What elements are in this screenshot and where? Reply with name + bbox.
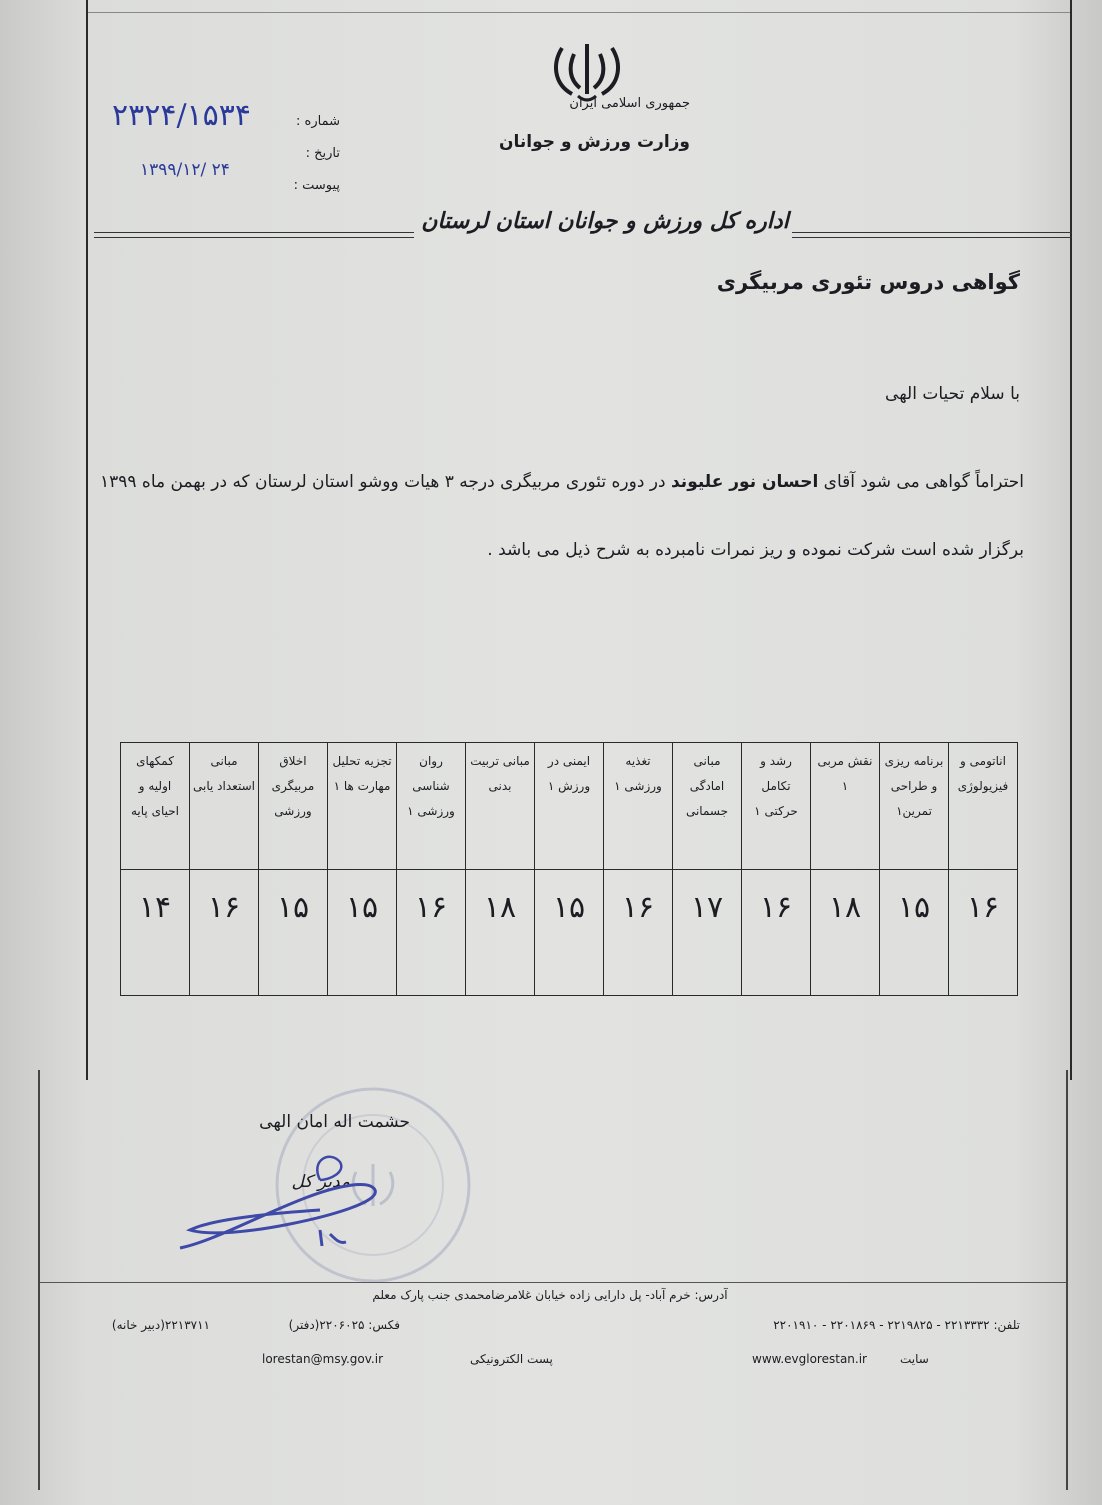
body-text-part2: در دوره تئوری مربیگری درجه ۳ هیات ووشو استان لرستان که در بهمن ماه ۱۳۹۹ برگزار شده است شرکت نموده و ریز نمرات نامبرده به شرح ذیل می باشد . (99, 472, 1024, 560)
subject-header: تغذیه ورزشی ۱ (604, 743, 673, 870)
header-rule-right (792, 232, 1072, 238)
score-cell: ۱۶ (604, 870, 673, 996)
score-cell: ۱۴ (121, 870, 190, 996)
header-rule-left (94, 232, 414, 238)
score-cell: ۱۷ (673, 870, 742, 996)
footer-divider (40, 1282, 1066, 1283)
footer-address: آدرس: خرم آباد- پل دارایی زاده خیابان غلامرضامحمدی جنب پارک معلم (372, 1288, 728, 1302)
republic-name: جمهوری اسلامی ایران (569, 96, 690, 111)
signatory-role: مدیر کل (291, 1172, 350, 1192)
iran-emblem-icon (548, 38, 626, 104)
footer-email-label: پست الکترونیکی (470, 1352, 553, 1366)
subject-header: کمکهای اولیه و احیای پایه (121, 743, 190, 870)
footer-secretariat: ۲۲۱۳۷۱۱(دبیر خانه) (111, 1318, 210, 1332)
frame-right-border (1070, 0, 1072, 1080)
subject-header: اخلاق مربیگری ورزشی (259, 743, 328, 870)
footer-site-label: سایت (900, 1352, 929, 1366)
score-cell: ۱۶ (949, 870, 1018, 996)
footer-phone: تلفن: ۲۲۱۳۳۳۲ - ۲۲۱۹۸۲۵ - ۲۲۰۱۸۶۹ - ۲۲۰۱۹۱۰ (773, 1318, 1020, 1332)
score-cell: ۱۸ (811, 870, 880, 996)
subject-header: مبانی تربیت بدنی (466, 743, 535, 870)
subject-header: مبانی امادگی جسمانی (673, 743, 742, 870)
attachment-label: پیوست : (293, 178, 340, 193)
number-label: شماره : (296, 114, 340, 129)
scores-row (121, 870, 1018, 996)
subject-header: برنامه ریزی و طراحی تمرین۱ (880, 743, 949, 870)
frame-left-border (86, 0, 88, 1080)
grades-table (120, 742, 1018, 996)
ministry-name: وزارت ورزش و جوانان (499, 132, 690, 152)
subject-header: اناتومی و فیزیولوژی (949, 743, 1018, 870)
subject-header: تجزیه تحلیل مهارت ها ۱ (328, 743, 397, 870)
subjects-row (121, 743, 1018, 870)
score-cell: ۱۶ (397, 870, 466, 996)
document-title: گواهی دروس تئوری مربیگری (716, 270, 1020, 294)
person-name: احسان نور علیوند (670, 472, 819, 492)
footer-left-border (38, 1070, 40, 1490)
signatory-name: حشمت اله امان الهی (259, 1112, 410, 1132)
score-cell: ۱۶ (742, 870, 811, 996)
footer-email[interactable]: lorestan@msy.gov.ir (262, 1352, 384, 1366)
footer-fax: فکس: ۲۲۰۶۰۲۵(دفتر) (288, 1318, 400, 1332)
greeting: با سلام تحیات الهی (885, 384, 1020, 404)
subject-header: نقش مربی ۱ (811, 743, 880, 870)
score-cell: ۱۵ (535, 870, 604, 996)
letter-number: ۲۳۲۴/۱۵۳۴ (112, 98, 252, 133)
score-cell: ۱۵ (880, 870, 949, 996)
score-cell: ۱۶ (190, 870, 259, 996)
subject-header: روان شناسی ورزشی ۱ (397, 743, 466, 870)
letter-date: ۱۳۹۹/۱۲/ ۲۴ (140, 160, 230, 180)
score-cell: ۱۸ (466, 870, 535, 996)
footer-right-border (1066, 1070, 1068, 1490)
handwritten-signature-icon (170, 1150, 390, 1260)
subject-header: مبانی استعداد یابی (190, 743, 259, 870)
certificate-body (100, 448, 1024, 584)
score-cell: ۱۵ (259, 870, 328, 996)
score-cell: ۱۵ (328, 870, 397, 996)
top-border (86, 12, 1072, 13)
body-text-part1: احتراماً گواهی می شود آقای (818, 472, 1024, 492)
subject-header: رشد و تکامل حرکتی ۱ (742, 743, 811, 870)
subject-header: ایمنی در ورزش ۱ (535, 743, 604, 870)
department-name: اداره کل ورزش و جوانان استان لرستان (421, 208, 789, 234)
footer-website[interactable]: www.evglorestan.ir (752, 1352, 867, 1366)
date-label: تاریخ : (305, 146, 340, 161)
